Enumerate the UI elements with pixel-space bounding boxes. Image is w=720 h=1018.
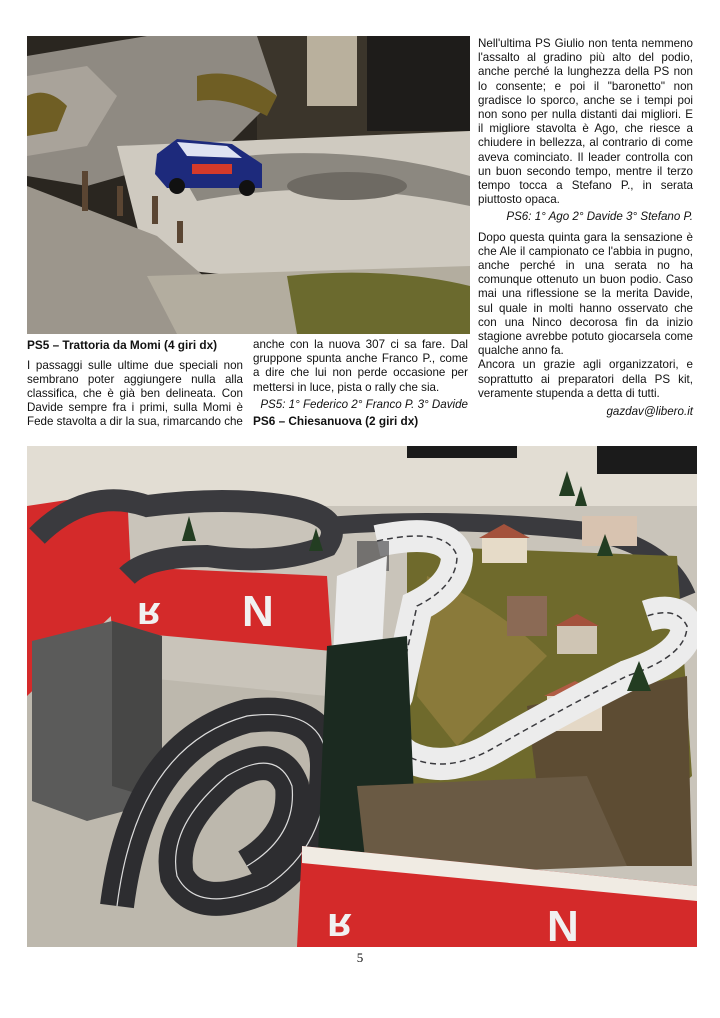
ps5-heading: PS5 – Trattoria da Momi (4 giri dx) bbox=[27, 338, 218, 352]
paragraph-conclusion: Dopo questa quinta gara la sensazione è che Ale il campionato ce l'abbia in pugno, anche perché in una serata no ha comunque ottenuto un buon podio. Caso mai una riflessione se la merita Davide, sul quale in molti hanno osservato che con una Ninco decorosa fin da inizio stagione avrebbe potuto giocarsela come qualche anno fa. bbox=[478, 230, 693, 358]
ps5-result: PS5: 1° Federico 2° Franco P. 3° Davide bbox=[260, 397, 468, 411]
svg-text:N: N bbox=[242, 587, 274, 636]
paragraph-thanks: Ancora un grazie agli organizzatori, e soprattutto ai preparatori della PS kit, veramente stupenda a detta di tutti. bbox=[478, 358, 693, 400]
rally-diorama-image bbox=[27, 36, 470, 334]
right-column-top bbox=[478, 37, 693, 419]
page-number: 5 bbox=[356, 950, 364, 965]
author-email: gazdav@libero.it bbox=[606, 405, 693, 419]
paragraph-ps5-continued: anche con la nuova 307 ci sa fare. Dal gruppone spunta anche Franco P., come a dire che lui non perde occasione per mettersi in luce, pista o rally che sia. bbox=[253, 338, 468, 394]
bottom-photo bbox=[27, 446, 697, 947]
middle-column-bottom bbox=[253, 338, 468, 429]
ps6-result: PS6: 1° Ago 2° Davide 3° Stefano P. bbox=[506, 210, 693, 224]
svg-text:N: N bbox=[547, 902, 579, 947]
paragraph-ps6-description: Nell'ultima PS Giulio non tenta nemmeno l'assalto al gradino più alto del podio, anche perché la lunghezza della PS non lo consente; e poi il "baronetto" non gradisce lo sporco, anche se i tempi poi non sono per nulla distanti dai migliori. E il migliore stavolta è Ago, che riesce a chiudere in bellezza, al contrario di come aveva cominciato. Il leader controlla con un buon secondo tempo, mentre il terzo tempo tocca a Stefano P., in serata piuttosto opaca. bbox=[478, 37, 693, 207]
svg-text:ʁ: ʁ bbox=[327, 898, 352, 945]
svg-text:ʁ: ʁ bbox=[137, 589, 161, 633]
slot-track-image bbox=[27, 446, 697, 947]
ps6-heading: PS6 – Chiesanuova (2 giri dx) bbox=[253, 414, 419, 429]
left-column-bottom bbox=[27, 338, 243, 430]
top-photo bbox=[27, 36, 470, 334]
paragraph-ps5: I passaggi sulle ultime due speciali non sembrano poter aggiungere nulla alla classifica, che è già ben delineata. Con Davide sempre fra i primi, sulla Momi è Fede stavolta a dir la sua, rimarcando che bbox=[27, 358, 243, 429]
